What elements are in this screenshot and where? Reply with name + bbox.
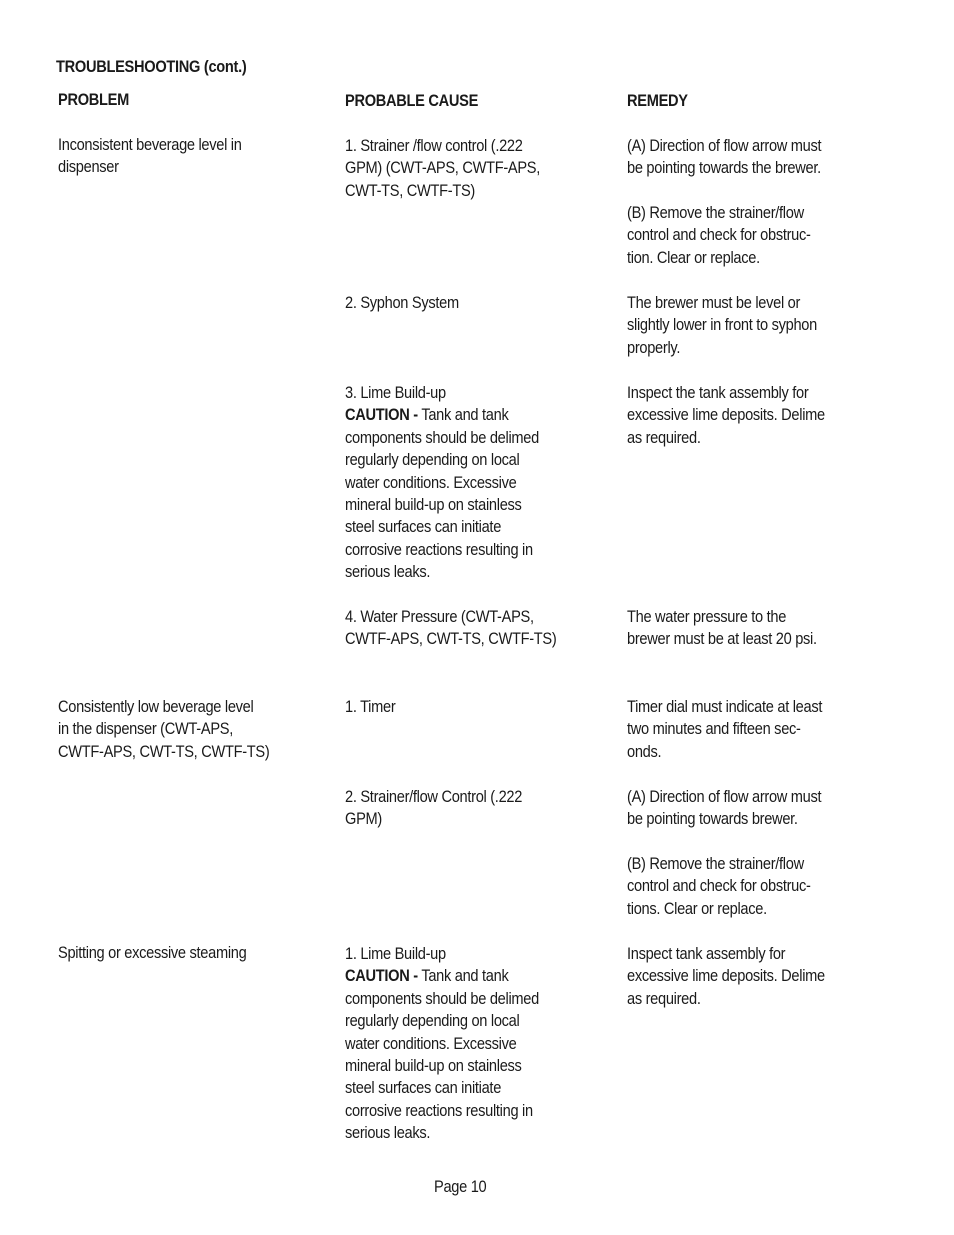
cause-line: 1. Lime Build-up xyxy=(345,944,446,963)
remedy-text: The water pressure to the brewer must be at least 20 psi. xyxy=(627,607,817,649)
caution-label: CAUTION - xyxy=(345,405,418,425)
column-header-probable-cause: PROBABLE CAUSE xyxy=(345,91,479,110)
page-number: Page 10 xyxy=(434,1177,487,1196)
remedy-text: (B) Remove the strainer/flow control and check for obstruc- tion. Clear or replace. xyxy=(627,203,811,267)
caution-text: Tank and tank components should be delimed regularly depending on local water conditions. Excessive mineral build-up on stainless steel surfaces can initiate corrosive reactions resulting in serious leaks. xyxy=(345,405,539,582)
remedy-text: The brewer must be level or slightly lower in front to syphon properly. xyxy=(627,293,817,357)
cause-text: 1. Timer xyxy=(345,697,396,716)
column-header-remedy: REMEDY xyxy=(627,91,688,110)
problem-text: Spitting or excessive steaming xyxy=(58,943,247,962)
remedy-text: (B) Remove the strainer/flow control and check for obstruc- tions. Clear or replace. xyxy=(627,854,811,918)
cause-text: 4. Water Pressure (CWT-APS, CWTF-APS, CWT-TS, CWTF-TS) xyxy=(345,607,557,649)
cause-line: 3. Lime Build-up xyxy=(345,383,446,402)
column-header-problem: PROBLEM xyxy=(58,90,130,109)
page-title: TROUBLESHOOTING (cont.) xyxy=(56,57,247,76)
problem-text: Consistently low beverage level in the dispenser (CWT-APS, CWTF-APS, CWT-TS, CWTF-TS) xyxy=(58,697,270,761)
remedy-text: Inspect the tank assembly for excessive lime deposits. Delime as required. xyxy=(627,383,825,447)
remedy-text: (A) Direction of flow arrow must be pointing towards the brewer. xyxy=(627,136,822,178)
cause-text xyxy=(345,943,539,1145)
caution-label: CAUTION - xyxy=(345,966,418,986)
cause-text: 2. Strainer/flow Control (.222 GPM) xyxy=(345,787,523,829)
remedy-text: Timer dial must indicate at least two minutes and fifteen sec- onds. xyxy=(627,697,823,761)
problem-text: Inconsistent beverage level in dispenser xyxy=(58,135,242,177)
caution-text: Tank and tank components should be delimed regularly depending on local water conditions. Excessive mineral build-up on stainless steel surfaces can initiate corrosive reactions resulting in serious leaks. xyxy=(345,966,539,1143)
remedy-text: Inspect tank assembly for excessive lime deposits. Delime as required. xyxy=(627,944,825,1008)
cause-text xyxy=(345,382,539,584)
remedy-text: (A) Direction of flow arrow must be pointing towards brewer. xyxy=(627,787,822,829)
cause-text: 2. Syphon System xyxy=(345,293,459,312)
cause-text: 1. Strainer /flow control (.222 GPM) (CWT-APS, CWTF-APS, CWT-TS, CWTF-TS) xyxy=(345,136,541,200)
